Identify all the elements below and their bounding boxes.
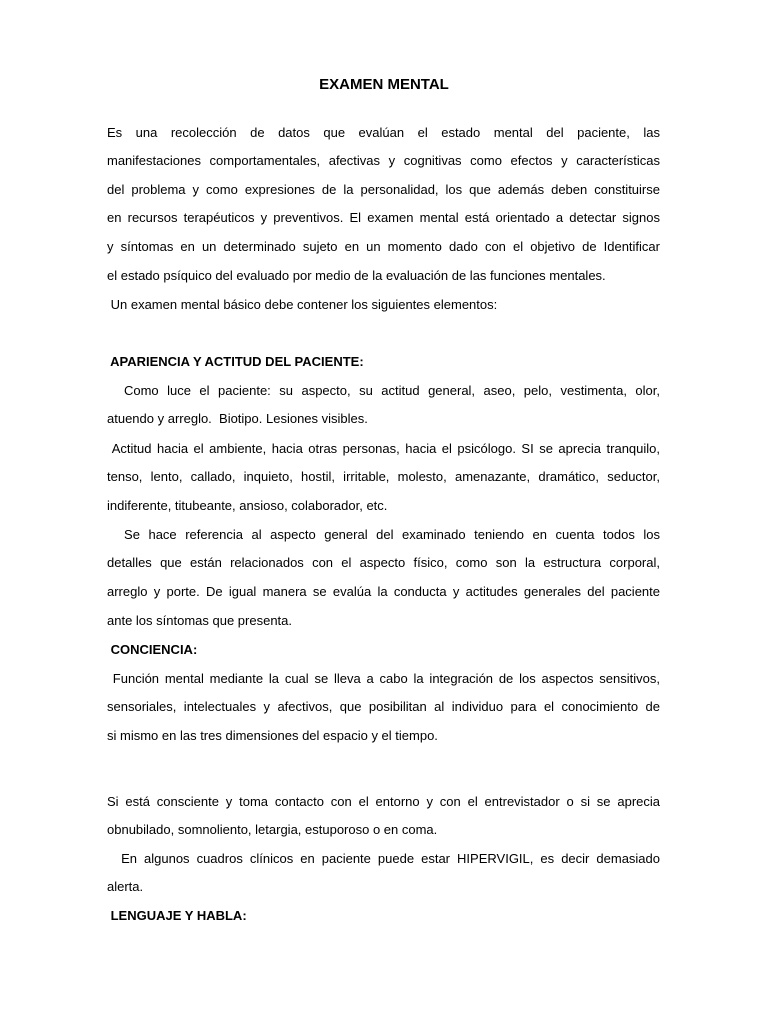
paragraph-line: indiferente, titubeante, ansioso, colaborador, etc.: [107, 498, 388, 513]
paragraph-line: Si está consciente y toma contacto con el entorno y con el entrevistador o si se aprecia: [107, 794, 660, 809]
paragraph-line: detalles que están relacionados con el aspecto físico, como son la estructura corporal,: [107, 555, 660, 570]
section-heading-conciencia: CONCIENCIA:: [107, 642, 198, 657]
document-title: EXAMEN MENTAL: [319, 76, 449, 93]
paragraph-line: Como luce el paciente: su aspecto, su actitud general, aseo, pelo, vestimenta, olor,: [107, 383, 660, 398]
paragraph-line: y síntomas en un determinado sujeto en un momento dado con el objetivo de Identificar: [107, 239, 660, 254]
paragraph-line: Un examen mental básico debe contener los siguientes elementos:: [107, 297, 498, 312]
paragraph-line: Se hace referencia al aspecto general del examinado teniendo en cuenta todos los: [107, 527, 660, 542]
paragraph-line: alerta.: [107, 879, 144, 894]
paragraph-line: obnubilado, somnoliento, letargia, estuporoso o en coma.: [107, 822, 438, 837]
paragraph-line: Función mental mediante la cual se lleva a cabo la integración de los aspectos sensitivos,: [107, 671, 660, 686]
paragraph-line: tenso, lento, callado, inquieto, hostil, irritable, molesto, amenazante, dramático, seductor,: [107, 469, 660, 484]
paragraph-line: Actitud hacia el ambiente, hacia otras personas, hacia el psicólogo. SI se aprecia tranquilo,: [107, 441, 660, 456]
paragraph-line: manifestaciones comportamentales, afectivas y cognitivas como efectos y características: [107, 153, 660, 168]
paragraph-line: arreglo y porte. De igual manera se evalúa la conducta y actitudes generales del paciente: [107, 584, 660, 599]
paragraph-line: atuendo y arreglo. Biotipo. Lesiones visibles.: [107, 411, 368, 426]
paragraph-line: el estado psíquico del evaluado por medio de la evaluación de las funciones mentales.: [107, 268, 606, 283]
paragraph-line: ante los síntomas que presenta.: [107, 613, 293, 628]
section-heading-apariencia: APARIENCIA Y ACTITUD DEL PACIENTE:: [107, 354, 364, 369]
section-heading-lenguaje: LENGUAJE Y HABLA:: [107, 908, 247, 923]
paragraph-line: Es una recolección de datos que evalúan el estado mental del paciente, las: [107, 125, 660, 140]
paragraph-line: En algunos cuadros clínicos en paciente puede estar HIPERVIGIL, es decir demasiado: [107, 851, 660, 866]
paragraph-line: si mismo en las tres dimensiones del espacio y el tiempo.: [107, 728, 438, 743]
paragraph-line: sensoriales, intelectuales y afectivos, que posibilitan al individuo para el conocimiento de: [107, 699, 660, 714]
paragraph-line: en recursos terapéuticos y preventivos. El examen mental está orientado a detectar signos: [107, 210, 660, 225]
paragraph-line: del problema y como expresiones de la personalidad, los que además deben constituirse: [107, 182, 660, 197]
